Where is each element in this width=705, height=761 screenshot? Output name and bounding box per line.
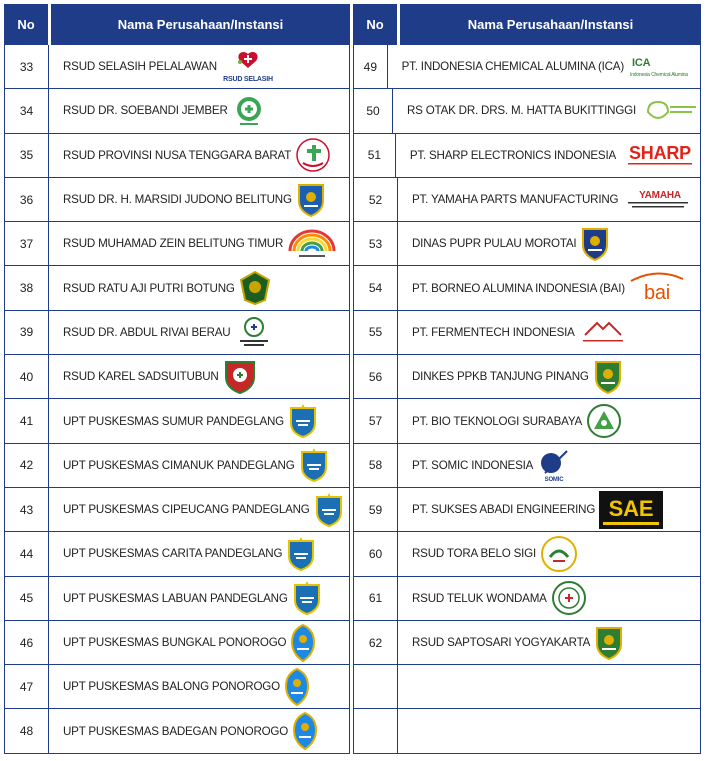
svg-text:SOMIC: SOMIC: [544, 477, 564, 484]
row-number: 53: [354, 222, 398, 265]
svg-text:ICA: ICA: [632, 56, 651, 69]
table-row: [4, 444, 350, 488]
company-name: PT. BIO TEKNOLOGI SURABAYA: [412, 414, 583, 428]
table-row: [353, 532, 701, 576]
svg-text:RSUD SELASIH: RSUD SELASIH: [223, 75, 273, 83]
company-name: PT. FERMENTECH INDONESIA: [412, 325, 575, 339]
svg-text:bai: bai: [643, 282, 670, 305]
row-number: 58: [354, 444, 398, 487]
company-name-cell: [396, 134, 700, 177]
pandeglang-crest-icon: [288, 403, 318, 439]
rsud-ntb-logo-icon: [295, 137, 331, 173]
row-number: 51: [354, 134, 396, 177]
table-row: [353, 399, 701, 443]
table-row: [4, 665, 350, 709]
company-name-cell: [49, 577, 349, 620]
row-number: [354, 709, 398, 752]
table-row: [4, 399, 350, 443]
row-number: 35: [5, 134, 49, 177]
table-row: [4, 222, 350, 266]
company-name-cell: [398, 488, 700, 531]
morotai-crest-icon: [580, 226, 610, 262]
red-shield-icon: [223, 359, 257, 395]
no-header: No: [353, 4, 400, 45]
table-row: [353, 444, 701, 488]
row-number: 52: [354, 178, 398, 221]
right-column: [353, 4, 701, 757]
right-header: [353, 4, 701, 45]
company-name-cell: [49, 178, 349, 221]
table-row: [4, 709, 350, 753]
table-row: [353, 488, 701, 532]
row-number: 60: [354, 532, 398, 575]
row-number: 59: [354, 488, 398, 531]
svg-text:YAMAHA: YAMAHA: [639, 189, 682, 201]
name-header: Nama Perusahaan/Instansi: [467, 17, 634, 32]
company-name: DINAS PUPR PULAU MOROTAI: [412, 237, 577, 251]
company-name: RSUD TORA BELO SIGI: [412, 547, 536, 561]
company-name-cell: [398, 311, 700, 354]
company-name-cell: [49, 488, 349, 531]
table-row: [4, 178, 350, 222]
company-name-cell: [398, 532, 700, 575]
company-name-cell: [49, 399, 349, 442]
table-row: [4, 577, 350, 621]
rs-otak-logo-icon: [640, 96, 700, 126]
table-row: [4, 621, 350, 665]
company-name-cell: [398, 222, 700, 265]
company-name: PT. SUKSES ABADI ENGINEERING: [412, 503, 596, 517]
ponorogo-crest-icon: [292, 712, 318, 750]
saptosari-crest-icon: [594, 625, 624, 661]
table-row: [353, 709, 701, 753]
company-name-cell: [398, 577, 700, 620]
row-number: 42: [5, 444, 49, 487]
company-name-cell: [49, 134, 349, 177]
ponorogo-crest-icon: [290, 624, 316, 662]
company-name: RSUD SAPTOSARI YOGYAKARTA: [412, 636, 591, 649]
bai-logo-icon: [629, 271, 685, 305]
yamaha-logo-icon: [622, 187, 690, 213]
left-header: [4, 4, 350, 45]
company-name: RSUD PROVINSI NUSA TENGGARA BARAT: [63, 148, 292, 162]
row-number: 54: [354, 266, 398, 309]
somic-logo-icon: [537, 447, 571, 483]
company-name: RSUD DR. ABDUL RIVAI BERAU: [63, 325, 231, 339]
company-name-cell: [398, 709, 700, 752]
company-name: DINKES PPKB TANJUNG PINANG: [412, 370, 589, 384]
company-name: UPT PUSKESMAS CIMANUK PANDEGLANG: [63, 458, 295, 472]
company-name: UPT PUSKESMAS CIPEUCANG PANDEGLANG: [63, 503, 310, 517]
row-number: 43: [5, 488, 49, 531]
company-name-cell: [49, 45, 349, 88]
company-name: RSUD DR. SOEBANDI JEMBER: [63, 104, 228, 118]
row-number: 49: [354, 45, 388, 88]
table-row: [353, 89, 701, 133]
green-crest-icon: [239, 270, 271, 306]
company-name: UPT PUSKESMAS BUNGKAL PONOROGO: [63, 636, 287, 649]
row-number: 40: [5, 355, 49, 398]
company-name: UPT PUSKESMAS SUMUR PANDEGLANG: [63, 414, 284, 428]
pandeglang-crest-icon: [286, 536, 316, 572]
rsud-selasih-logo-icon: [221, 50, 275, 84]
company-name: UPT PUSKESMAS BADEGAN PONOROGO: [63, 724, 289, 738]
company-name: RSUD RATU AJI PUTRI BOTUNG: [63, 281, 235, 295]
row-number: 38: [5, 266, 49, 309]
company-name: PT. YAMAHA PARTS MANUFACTURING: [412, 193, 619, 207]
tanjung-pinang-crest-icon: [593, 359, 623, 395]
svg-text:Indonesia Chemical Alumina: Indonesia Chemical Alumina: [630, 71, 688, 78]
company-name-cell: [49, 709, 349, 752]
row-number: 37: [5, 222, 49, 265]
belitung-crest-icon: [296, 182, 326, 218]
company-name: UPT PUSKESMAS CARITA PANDEGLANG: [63, 547, 283, 561]
company-name: RSUD DR. H. MARSIDI JUDONO BELITUNG: [63, 193, 292, 207]
company-name-cell: [398, 399, 700, 442]
company-name-cell: [49, 621, 349, 664]
company-name-cell: [49, 266, 349, 309]
company-name-cell: [49, 89, 349, 132]
table-row: [353, 577, 701, 621]
company-name: UPT PUSKESMAS BALONG PONOROGO: [63, 680, 280, 694]
no-header: No: [4, 4, 51, 45]
row-number: 57: [354, 399, 398, 442]
company-name-cell: [49, 222, 349, 265]
svg-text:SAE: SAE: [608, 495, 654, 521]
row-number: 45: [5, 577, 49, 620]
ponorogo-crest-icon: [284, 668, 310, 706]
rsud-berau-logo-icon: [234, 315, 274, 349]
table-row: [4, 134, 350, 178]
svg-text:SHARP: SHARP: [628, 143, 692, 164]
company-name-cell: [398, 178, 700, 221]
sharp-logo-icon: [620, 140, 700, 170]
table-row: [353, 621, 701, 665]
company-name-cell: [393, 89, 700, 132]
company-name: UPT PUSKESMAS LABUAN PANDEGLANG: [63, 591, 288, 605]
tora-belo-logo-icon: [540, 535, 578, 573]
row-number: 44: [5, 532, 49, 575]
company-name-cell: [398, 665, 700, 708]
rainbow-logo-icon: [287, 229, 337, 259]
row-number: 36: [5, 178, 49, 221]
row-number: 55: [354, 311, 398, 354]
company-name: RSUD SELASIH PELALAWAN: [63, 60, 217, 74]
pandeglang-crest-icon: [299, 447, 329, 483]
table-row: [4, 532, 350, 576]
table-row: [4, 488, 350, 532]
company-name: RSUD TELUK WONDAMA: [412, 591, 547, 605]
company-name-cell: [49, 665, 349, 708]
company-name: RS OTAK DR. DRS. M. HATTA BUKITTINGGI: [407, 104, 636, 118]
bio-teknologi-logo-icon: [586, 403, 622, 439]
row-number: 61: [354, 577, 398, 620]
company-name-cell: [49, 311, 349, 354]
left-table-body: [4, 45, 350, 754]
row-number: [354, 665, 398, 708]
company-name-cell: [49, 444, 349, 487]
table-row: [353, 311, 701, 355]
table-row: [353, 665, 701, 709]
row-number: 46: [5, 621, 49, 664]
table-row: [4, 355, 350, 399]
pandeglang-crest-icon: [292, 580, 322, 616]
left-column: [4, 4, 350, 757]
row-number: 34: [5, 89, 49, 132]
table-row: [353, 222, 701, 266]
company-name: PT. BORNEO ALUMINA INDONESIA (BAI): [412, 281, 625, 295]
rsud-soebandi-logo-icon: [232, 94, 266, 128]
company-name-cell: [398, 266, 700, 309]
ica-logo-icon: [628, 54, 700, 80]
company-name-cell: [398, 621, 700, 664]
company-name: PT. SOMIC INDONESIA: [412, 458, 534, 472]
fermentech-logo-icon: [579, 317, 627, 347]
company-name-cell: [49, 355, 349, 398]
teluk-wondama-logo-icon: [551, 580, 587, 616]
table-row: [4, 45, 350, 89]
row-number: 41: [5, 399, 49, 442]
row-number: 39: [5, 311, 49, 354]
row-number: 47: [5, 665, 49, 708]
table-row: [353, 45, 701, 89]
row-number: 33: [5, 45, 49, 88]
table-row: [353, 178, 701, 222]
company-name-cell: [398, 355, 700, 398]
row-number: 48: [5, 709, 49, 752]
right-table-body: [353, 45, 701, 754]
table-row: [353, 266, 701, 310]
pandeglang-crest-icon: [314, 492, 344, 528]
company-name: RSUD MUHAMAD ZEIN BELITUNG TIMUR: [63, 237, 284, 251]
name-header: Nama Perusahaan/Instansi: [117, 17, 284, 32]
table-row: [353, 134, 701, 178]
company-name: PT. INDONESIA CHEMICAL ALUMINA (ICA): [401, 60, 624, 74]
sae-logo-icon: [599, 491, 663, 529]
company-table: [4, 4, 701, 757]
table-row: [353, 355, 701, 399]
row-number: 62: [354, 621, 398, 664]
table-row: [4, 311, 350, 355]
row-number: 56: [354, 355, 398, 398]
row-number: 50: [354, 89, 393, 132]
company-name: PT. SHARP ELECTRONICS INDONESIA: [409, 148, 616, 162]
table-row: [4, 89, 350, 133]
table-row: [4, 266, 350, 310]
company-name: RSUD KAREL SADSUITUBUN: [63, 370, 219, 384]
company-name-cell: [398, 444, 700, 487]
company-name-cell: [49, 532, 349, 575]
company-name-cell: [388, 45, 700, 88]
